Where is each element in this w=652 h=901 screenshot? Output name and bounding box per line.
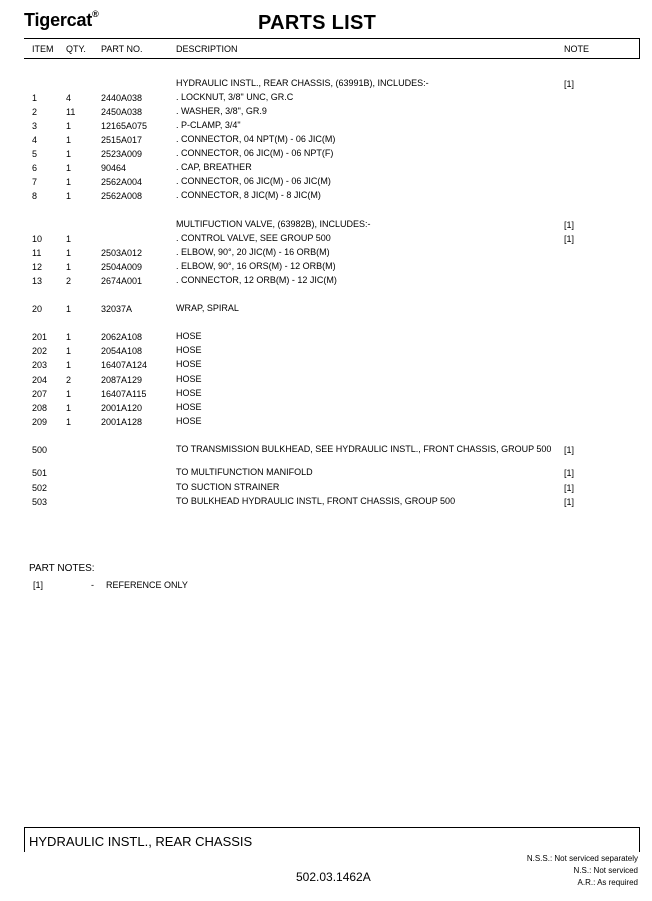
part-number-cell: 12165A075 (101, 121, 148, 131)
table-row (0, 148, 652, 160)
table-row (0, 416, 652, 428)
description-cell: WRAP, SPIRAL (176, 303, 239, 313)
description-cell: HOSE (176, 374, 202, 384)
item-cell: 5 (32, 149, 38, 159)
table-row (0, 247, 652, 259)
note-cell: [1] (564, 497, 575, 507)
item-cell: 500 (32, 445, 48, 455)
item-cell: 11 (32, 248, 42, 258)
note-cell: [1] (564, 468, 575, 478)
part-number-cell: 2515A017 (101, 135, 143, 145)
item-cell: 20 (32, 304, 43, 314)
item-cell: 10 (32, 234, 43, 244)
brand-name: Tigercat (24, 10, 93, 30)
description-cell: . WASHER, 3/8", GR.9 (176, 106, 267, 116)
qty-cell: 2 (66, 375, 72, 385)
part-number-cell: 2054A108 (101, 346, 143, 356)
qty-cell: 1 (66, 177, 72, 187)
item-cell: 8 (32, 191, 38, 201)
part-number-cell: 2440A038 (101, 93, 143, 103)
table-row (0, 388, 652, 400)
item-cell: 13 (32, 276, 43, 286)
legend-ar: A.R.: As required (577, 878, 638, 887)
header-edge (638, 38, 640, 59)
part-number-cell: 2523A009 (101, 149, 143, 159)
qty-cell: 1 (66, 191, 72, 201)
footer-title: HYDRAULIC INSTL., REAR CHASSIS (29, 834, 253, 849)
item-cell: 209 (32, 417, 48, 427)
qty-cell: 1 (66, 403, 72, 413)
table-row (0, 233, 652, 245)
description-cell: . CONNECTOR, 06 JIC(M) - 06 JIC(M) (176, 176, 331, 186)
part-number-cell: 2562A004 (101, 177, 143, 187)
part-number-cell: 2504A009 (101, 262, 143, 272)
description-cell: HOSE (176, 345, 202, 355)
table-row (0, 92, 652, 104)
qty-cell: 1 (66, 248, 72, 258)
column-qty: QTY. (66, 44, 86, 54)
item-cell: 207 (32, 389, 48, 399)
table-row (0, 190, 652, 202)
item-cell: 12 (32, 262, 43, 272)
part-number-cell: 2001A128 (101, 417, 143, 427)
item-cell: 502 (32, 483, 48, 493)
legend-nss: N.S.S.: Not serviced separately (526, 854, 638, 863)
table-row (0, 176, 652, 188)
item-cell: 208 (32, 403, 48, 413)
description-cell: TO BULKHEAD HYDRAULIC INSTL, FRONT CHASSIS, GROUP 500 (176, 496, 456, 506)
qty-cell: 1 (66, 262, 72, 272)
table-row (0, 359, 652, 371)
description-cell: TO TRANSMISSION BULKHEAD, SEE HYDRAULIC INSTL., FRONT CHASSIS, GROUP 500 (176, 444, 552, 454)
qty-cell: 2 (66, 276, 72, 286)
legend-ns: N.S.: Not serviced (573, 866, 638, 875)
part-note-row (0, 580, 652, 592)
part-note-ref: [1] (33, 580, 44, 590)
part-number-cell: 2087A129 (101, 375, 143, 385)
table-row (0, 303, 652, 315)
part-number-cell: 2674A001 (101, 276, 143, 286)
description-cell: MULTIFUCTION VALVE, (63982B), INCLUDES:- (176, 219, 371, 229)
brand-logo (24, 10, 99, 31)
part-number-cell: 2450A038 (101, 107, 143, 117)
note-cell: [1] (564, 79, 575, 89)
qty-cell: 1 (66, 360, 72, 370)
item-cell: 2 (32, 107, 38, 117)
registered-mark: ® (92, 9, 99, 19)
item-cell: 202 (32, 346, 48, 356)
qty-cell: 1 (66, 234, 72, 244)
part-number-cell: 90464 (101, 163, 127, 173)
qty-cell: 11 (66, 107, 76, 117)
description-cell: . ELBOW, 90°, 20 JIC(M) - 16 ORB(M) (176, 247, 330, 257)
qty-cell: 1 (66, 417, 72, 427)
qty-cell: 1 (66, 149, 72, 159)
description-cell: . CONNECTOR, 06 JIC(M) - 06 NPT(F) (176, 148, 334, 158)
qty-cell: 1 (66, 346, 72, 356)
part-number-cell: 16407A124 (101, 360, 148, 370)
table-row (0, 496, 652, 508)
table-row (0, 275, 652, 287)
table-row (0, 482, 652, 494)
qty-cell: 4 (66, 93, 72, 103)
column-note: NOTE (564, 44, 590, 54)
abbreviation-legend (527, 853, 638, 889)
column-description: DESCRIPTION (176, 44, 238, 54)
description-cell: . CAP, BREATHER (176, 162, 252, 172)
note-cell: [1] (564, 220, 575, 230)
footer-box (24, 827, 640, 852)
part-notes-title: PART NOTES: (29, 563, 95, 574)
description-cell: . CONNECTOR, 8 JIC(M) - 8 JIC(M) (176, 190, 321, 200)
description-cell: TO SUCTION STRAINER (176, 482, 280, 492)
part-note-text: REFERENCE ONLY (106, 580, 188, 590)
table-row (0, 134, 652, 146)
qty-cell: 1 (66, 389, 72, 399)
description-cell: . LOCKNUT, 3/8" UNC, GR.C (176, 92, 294, 102)
table-row (0, 219, 652, 231)
item-cell: 1 (32, 93, 38, 103)
item-cell: 6 (32, 163, 38, 173)
description-cell: HOSE (176, 388, 202, 398)
part-number-cell: 2062A108 (101, 332, 143, 342)
part-number-cell: 2562A008 (101, 191, 143, 201)
column-part: PART NO. (101, 44, 143, 54)
description-cell: HOSE (176, 359, 202, 369)
table-row (0, 374, 652, 386)
page-title: PARTS LIST (258, 12, 377, 34)
description-cell: . P-CLAMP, 3/4" (176, 120, 241, 130)
column-item: ITEM (32, 44, 54, 54)
qty-cell: 1 (66, 332, 72, 342)
note-cell: [1] (564, 483, 575, 493)
qty-cell: 1 (66, 135, 72, 145)
item-cell: 4 (32, 135, 38, 145)
description-cell: HYDRAULIC INSTL., REAR CHASSIS, (63991B), INCLUDES:- (176, 78, 429, 88)
table-row (0, 402, 652, 414)
item-cell: 203 (32, 360, 48, 370)
note-cell: [1] (564, 234, 575, 244)
table-row (0, 444, 652, 456)
table-row (0, 120, 652, 132)
part-number-cell: 16407A115 (101, 389, 147, 399)
table-row (0, 467, 652, 479)
part-number-cell: 2001A120 (101, 403, 143, 413)
item-cell: 201 (32, 332, 48, 342)
item-cell: 503 (32, 497, 48, 507)
item-cell: 7 (32, 177, 38, 187)
description-cell: HOSE (176, 416, 202, 426)
document-code: 502.03.1462A (296, 870, 371, 884)
part-number-cell: 32037A (101, 304, 133, 314)
table-row (0, 162, 652, 174)
item-cell: 204 (32, 375, 48, 385)
part-number-cell: 2503A012 (101, 248, 143, 258)
table-row (0, 331, 652, 343)
qty-cell: 1 (66, 304, 72, 314)
qty-cell: 1 (66, 163, 72, 173)
qty-cell: 1 (66, 121, 72, 131)
item-cell: 501 (32, 468, 48, 478)
table-row (0, 78, 652, 90)
description-cell: . CONTROL VALVE, SEE GROUP 500 (176, 233, 331, 243)
description-cell: . ELBOW, 90°, 16 ORS(M) - 12 ORB(M) (176, 261, 336, 271)
note-cell: [1] (564, 445, 575, 455)
table-row (0, 345, 652, 357)
column-header (24, 38, 640, 59)
description-cell: . CONNECTOR, 12 ORB(M) - 12 JIC(M) (176, 275, 337, 285)
description-cell: . CONNECTOR, 04 NPT(M) - 06 JIC(M) (176, 134, 336, 144)
description-cell: HOSE (176, 331, 202, 341)
description-cell: TO MULTIFUNCTION MANIFOLD (176, 467, 313, 477)
table-row (0, 261, 652, 273)
description-cell: HOSE (176, 402, 202, 412)
item-cell: 3 (32, 121, 38, 131)
table-row (0, 106, 652, 118)
part-note-dash: - (91, 580, 94, 590)
